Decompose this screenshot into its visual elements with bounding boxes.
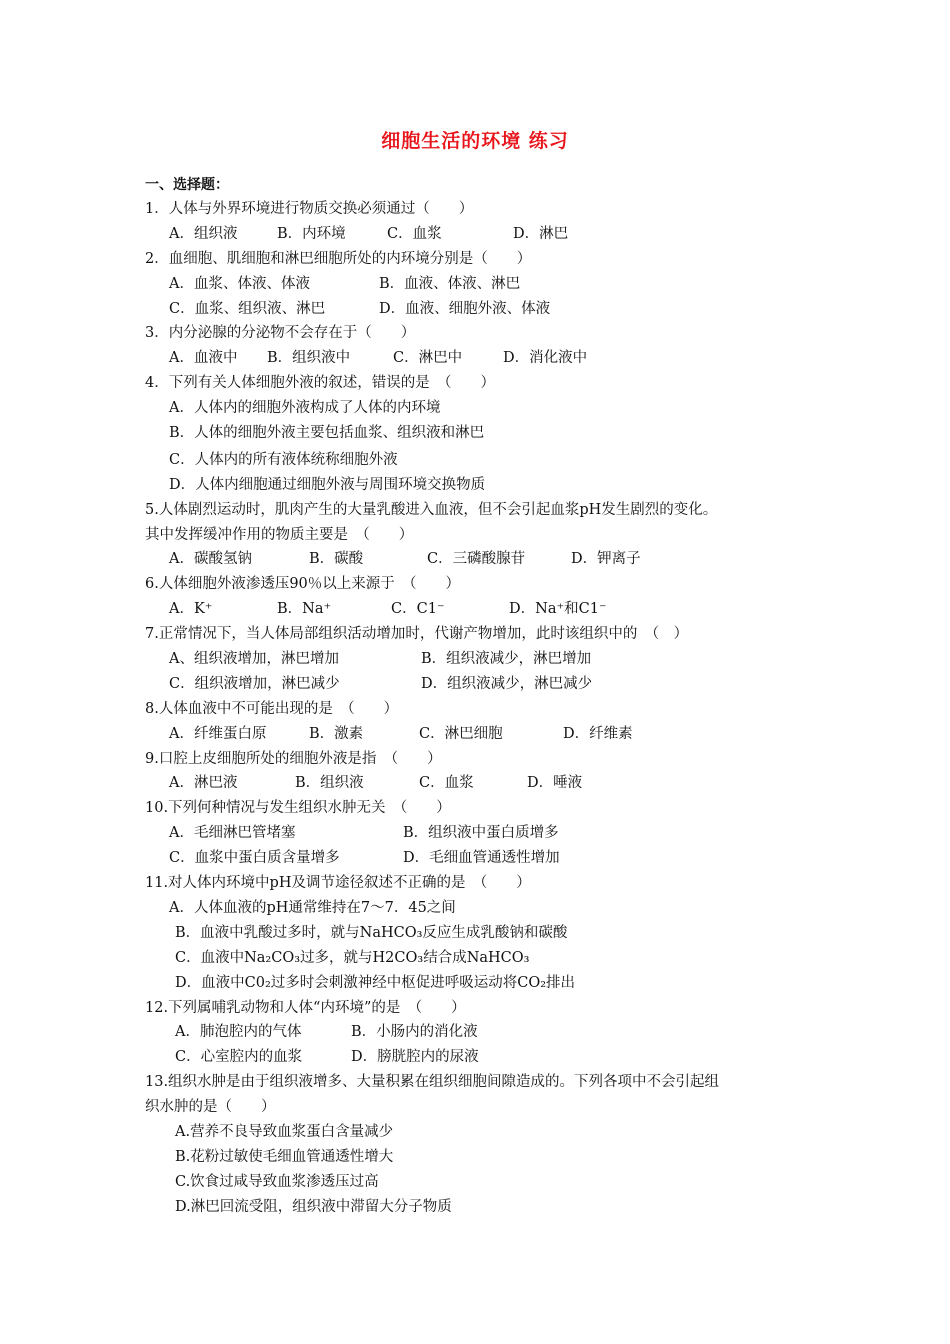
option-a: A．血液中 bbox=[169, 350, 238, 367]
option-row bbox=[145, 222, 825, 247]
question-stem: 13.组织水肿是由于组织液增多、大量积累在组织细胞间隙造成的。下列各项中不会引起组 bbox=[145, 1074, 720, 1091]
option-a: A．血浆、体液、体液 bbox=[169, 275, 310, 292]
option-b: B．组织液减少，淋巴增加 bbox=[421, 651, 592, 668]
question-stem: 12.下列属哺乳动物和人体“内环境”的是 （ ） bbox=[145, 999, 466, 1016]
option-d: D．纤维素 bbox=[563, 725, 633, 742]
option-a: A．毛细淋巴管堵塞 bbox=[169, 825, 296, 842]
option-d: D．钾离子 bbox=[571, 551, 641, 568]
option-d: D．唾液 bbox=[527, 775, 583, 792]
option-row bbox=[145, 297, 825, 322]
question-stem-continued: 织水肿的是（ ） bbox=[145, 1099, 276, 1116]
option-c: C．三磷酸腺苷 bbox=[427, 551, 526, 568]
option-d: D．毛细血管通透性增加 bbox=[403, 850, 560, 867]
question-stem-continued: 其中发挥缓冲作用的物质主要是 （ ） bbox=[145, 526, 414, 543]
option-c: C．淋巴中 bbox=[393, 350, 463, 367]
option-c: C．C1⁻ bbox=[391, 601, 445, 618]
option-a: A、组织液增加，淋巴增加 bbox=[169, 651, 339, 668]
question-stem: 1．人体与外界环境进行物质交换必须通过（ ） bbox=[145, 201, 474, 217]
option-d: D．血液中C0₂过多时会刺激神经中枢促进呼吸运动将CO₂排出 bbox=[175, 974, 576, 991]
option-a: A．K⁺ bbox=[169, 601, 213, 618]
option-row bbox=[145, 821, 825, 846]
option-a: A．组织液 bbox=[169, 225, 238, 242]
option-a: A．碳酸氢钠 bbox=[169, 551, 252, 568]
option-c: C．心室腔内的血浆 bbox=[175, 1049, 303, 1066]
option-b: B．人体的细胞外液主要包括血浆、组织液和淋巴 bbox=[169, 425, 485, 442]
option-row bbox=[145, 647, 825, 672]
option-c: C．血液中Na₂CO₃过多，就与H2CO₃结合成NaHCO₃ bbox=[175, 949, 530, 966]
option-b: B.花粉过敏使毛细血管通透性增大 bbox=[175, 1148, 394, 1165]
option-a: A．淋巴液 bbox=[169, 775, 238, 792]
option-c: C．人体内的所有液体统称细胞外液 bbox=[169, 451, 398, 468]
option-b: B．小肠内的消化液 bbox=[351, 1024, 478, 1041]
option-d: D．消化液中 bbox=[503, 350, 588, 367]
question-list bbox=[145, 173, 825, 1220]
page-title: 细胞生活的环境 练习 bbox=[381, 130, 569, 152]
question-stem: 5.人体剧烈运动时，肌肉产生的大量乳酸进入血液，但不会引起血浆pH发生剧烈的变化。 bbox=[145, 501, 718, 518]
option-row bbox=[145, 346, 825, 371]
question-stem: 10.下列何种情况与发生组织水肿无关 （ ） bbox=[145, 800, 451, 817]
option-c: C．血浆 bbox=[387, 225, 442, 242]
question-stem: 9.口腔上皮细胞所处的细胞外液是指 （ ） bbox=[145, 750, 442, 767]
option-d: D．膀胱腔内的尿液 bbox=[351, 1049, 479, 1066]
question-stem: 11.对人体内环境中pH及调节途径叙述不正确的是 （ ） bbox=[145, 875, 531, 892]
option-row bbox=[145, 272, 825, 297]
question-stem: 7.正常情况下，当人体局部组织活动增加时，代谢产物增加，此时该组织中的 （ ） bbox=[145, 626, 689, 643]
option-d: D．淋巴 bbox=[513, 225, 569, 242]
question-stem: 6.人体细胞外液渗透压90％以上来源于 （ ） bbox=[145, 576, 461, 593]
question-stem: 3．内分泌腺的分泌物不会存在于（ ） bbox=[145, 325, 416, 342]
option-b: B．组织液中 bbox=[267, 350, 351, 367]
option-row bbox=[145, 846, 825, 871]
option-b: B．Na⁺ bbox=[277, 601, 332, 618]
option-b: B．激素 bbox=[309, 725, 364, 742]
option-d: D．人体内细胞通过细胞外液与周围环境交换物质 bbox=[169, 476, 486, 493]
option-a: A．人体内的细胞外液构成了人体的内环境 bbox=[169, 400, 441, 417]
option-a: A．纤维蛋白原 bbox=[169, 725, 267, 742]
option-a: A．肺泡腔内的气体 bbox=[175, 1024, 302, 1041]
option-c: C．血浆中蛋白质含量增多 bbox=[169, 850, 340, 867]
option-a: A.营养不良导致血浆蛋白含量减少 bbox=[175, 1123, 394, 1140]
option-c: C．组织液增加，淋巴减少 bbox=[169, 675, 340, 692]
option-row bbox=[145, 771, 825, 796]
option-d: D．Na⁺和C1⁻ bbox=[509, 601, 607, 618]
option-d: D．组织液减少，淋巴减少 bbox=[421, 675, 593, 692]
option-row bbox=[145, 1045, 825, 1070]
option-b: B．组织液 bbox=[295, 775, 364, 792]
question-stem: 8.人体血液中不可能出现的是 （ ） bbox=[145, 700, 399, 717]
option-d: D．血液、细胞外液、体液 bbox=[379, 300, 551, 317]
option-row bbox=[145, 547, 825, 572]
option-b: B．碳酸 bbox=[309, 551, 364, 568]
option-b: B．组织液中蛋白质增多 bbox=[403, 825, 559, 842]
option-a: A．人体血液的pH通常维持在7～7．45之间 bbox=[169, 899, 456, 916]
option-b: B．血液、体液、淋巴 bbox=[379, 275, 521, 292]
option-row bbox=[145, 597, 825, 622]
option-c: C.饮食过咸导致血浆渗透压过高 bbox=[175, 1173, 379, 1190]
option-c: C．血浆 bbox=[419, 775, 474, 792]
section-heading: 一、选择题： bbox=[145, 177, 229, 193]
option-b: B．血液中乳酸过多时，就与NaHCO₃反应生成乳酸钠和碳酸 bbox=[175, 924, 568, 941]
question-stem: 2．血细胞、肌细胞和淋巴细胞所处的内环境分别是（ ） bbox=[145, 250, 532, 267]
question-stem: 4．下列有关人体细胞外液的叙述，错误的是 （ ） bbox=[145, 375, 495, 392]
option-b: B．内环境 bbox=[277, 225, 346, 242]
option-d: D.淋巴回流受阻，组织液中滞留大分子物质 bbox=[175, 1198, 452, 1215]
option-row bbox=[145, 1020, 825, 1045]
option-row bbox=[145, 722, 825, 747]
option-row bbox=[145, 672, 825, 697]
option-c: C．淋巴细胞 bbox=[419, 725, 503, 742]
option-c: C．血浆、组织液、淋巴 bbox=[169, 300, 326, 317]
